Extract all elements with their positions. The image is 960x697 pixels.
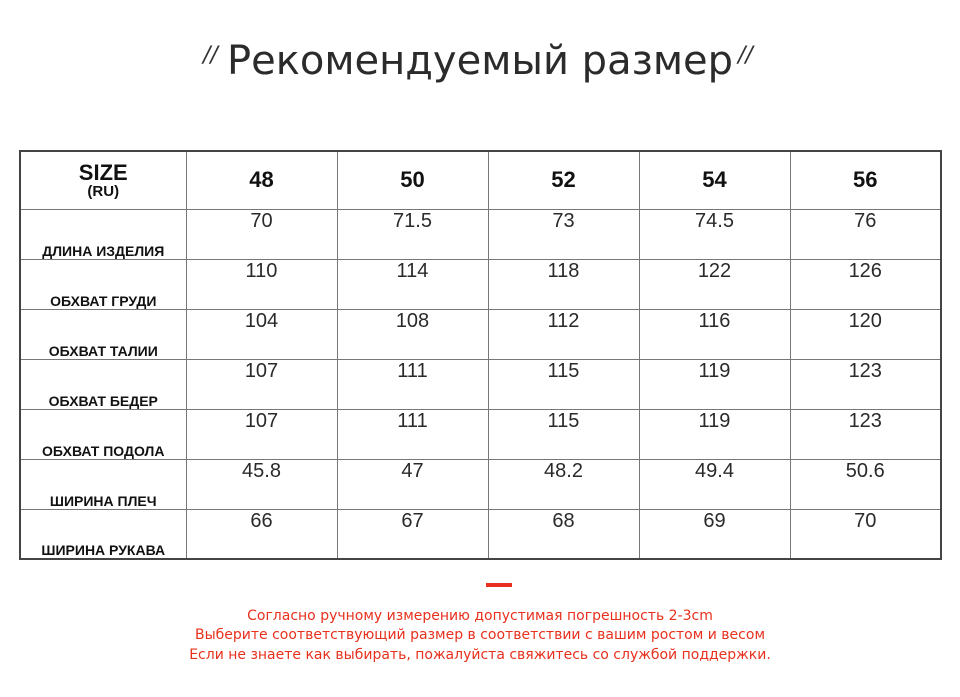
table-cell: 119 xyxy=(639,359,790,409)
table-header-row xyxy=(20,151,941,209)
row-label: ОБХВАТ ПОДОЛА xyxy=(20,409,186,459)
table-cell: 119 xyxy=(639,409,790,459)
size-header-cell xyxy=(20,151,186,209)
row-label: ОБХВАТ ГРУДИ xyxy=(20,259,186,309)
table-cell: 66 xyxy=(186,509,337,559)
table-cell: 74.5 xyxy=(639,209,790,259)
title-left-slashes: // xyxy=(203,43,218,68)
table-cell: 114 xyxy=(337,259,488,309)
table-cell: 108 xyxy=(337,309,488,359)
column-header-size: 50 xyxy=(337,151,488,209)
table-cell: 67 xyxy=(337,509,488,559)
table-cell: 115 xyxy=(488,359,639,409)
row-label: ШИРИНА ПЛЕЧ xyxy=(20,459,186,509)
table-cell: 73 xyxy=(488,209,639,259)
note-contact-support: Если не знаете как выбирать, пожалуйста свяжитесь со службой поддержки. xyxy=(189,647,771,663)
table-cell: 120 xyxy=(790,309,941,359)
table-cell: 48.2 xyxy=(488,459,639,509)
column-header-size: 52 xyxy=(488,151,639,209)
table-cell: 111 xyxy=(337,409,488,459)
row-label: ДЛИНА ИЗДЕЛИЯ xyxy=(20,209,186,259)
table-row xyxy=(20,309,941,359)
column-header-size: 54 xyxy=(639,151,790,209)
table-cell: 111 xyxy=(337,359,488,409)
table-cell: 116 xyxy=(639,309,790,359)
table-cell: 70 xyxy=(186,209,337,259)
page-title-container xyxy=(0,28,960,94)
table-cell: 107 xyxy=(186,359,337,409)
divider-dash xyxy=(486,583,512,587)
table-cell: 68 xyxy=(488,509,639,559)
table-cell: 115 xyxy=(488,409,639,459)
table-row xyxy=(20,409,941,459)
table-cell: 107 xyxy=(186,409,337,459)
table-row xyxy=(20,359,941,409)
row-label: ШИРИНА РУКАВА xyxy=(20,509,186,559)
table-cell: 76 xyxy=(790,209,941,259)
note-choose-size: Выберите соответствующий размер в соответствии с вашим ростом и весом xyxy=(194,627,765,643)
table-cell: 49.4 xyxy=(639,459,790,509)
size-label: SIZE xyxy=(78,160,128,186)
row-label: ОБХВАТ ТАЛИИ xyxy=(20,309,186,359)
table-cell: 69 xyxy=(639,509,790,559)
title-right-slashes: // xyxy=(738,43,753,68)
table-cell: 47 xyxy=(337,459,488,509)
table-cell: 126 xyxy=(790,259,941,309)
table-cell: 45.8 xyxy=(186,459,337,509)
table-cell: 123 xyxy=(790,409,941,459)
table-cell: 71.5 xyxy=(337,209,488,259)
note-measurement-error: Согласно ручному измерению допустимая погрешность 2-3cm xyxy=(247,608,713,624)
table-cell: 70 xyxy=(790,509,941,559)
table-row xyxy=(20,509,941,559)
table-cell: 110 xyxy=(186,259,337,309)
column-header-size: 56 xyxy=(790,151,941,209)
size-region-label: (RU) xyxy=(87,183,120,201)
table-cell: 123 xyxy=(790,359,941,409)
table-cell: 118 xyxy=(488,259,639,309)
table-row xyxy=(20,209,941,259)
size-chart-table xyxy=(19,150,942,560)
table-cell: 50.6 xyxy=(790,459,941,509)
table-cell: 104 xyxy=(186,309,337,359)
row-label: ОБХВАТ БЕДЕР xyxy=(20,359,186,409)
table-cell: 122 xyxy=(639,259,790,309)
page-title: Рекомендуемый размер xyxy=(226,38,734,84)
column-header-size: 48 xyxy=(186,151,337,209)
table-row xyxy=(20,459,941,509)
table-cell: 112 xyxy=(488,309,639,359)
table-row xyxy=(20,259,941,309)
